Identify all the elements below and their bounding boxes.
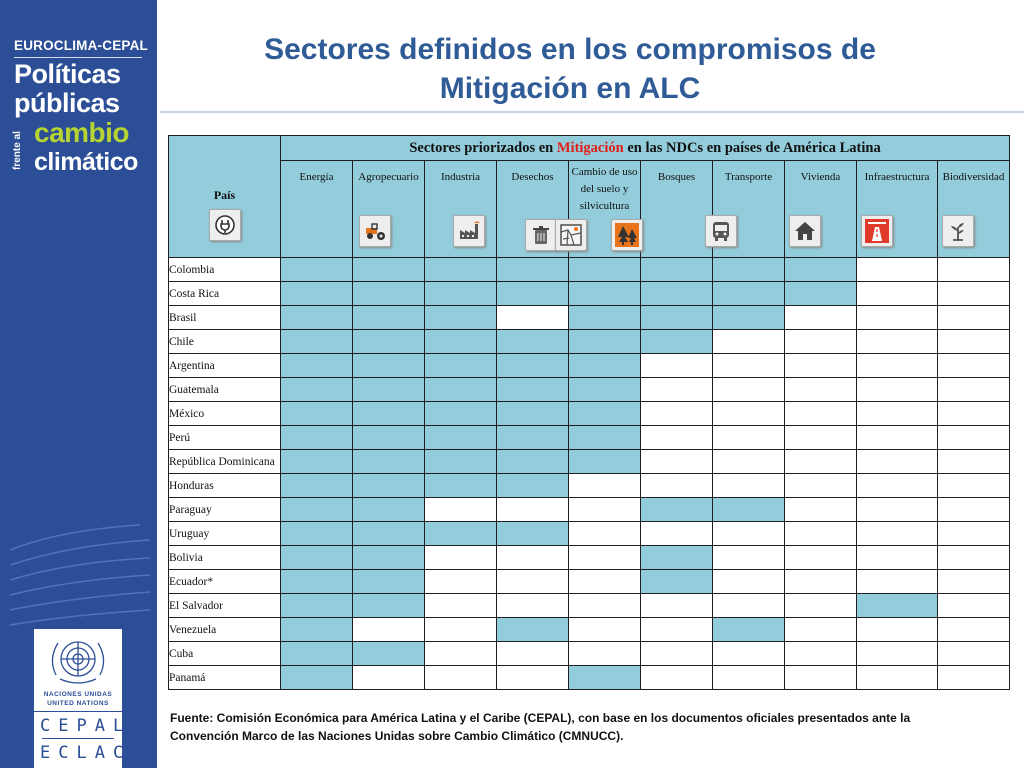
sector-mark-empty (857, 258, 938, 282)
sector-mark-filled (425, 258, 497, 282)
factory-icon (453, 215, 485, 247)
country-name: Chile (169, 330, 281, 354)
tractor-icon (359, 215, 391, 247)
brand-divider (14, 57, 142, 58)
country-rows (169, 258, 1010, 690)
sector-mark-filled (497, 450, 569, 474)
sector-mark-empty (857, 354, 938, 378)
sector-mark-filled (353, 354, 425, 378)
sector-mark-empty (785, 450, 857, 474)
brand-euroclima: EUROCLIMA-CEPAL (14, 38, 148, 53)
sector-mark-empty (569, 498, 641, 522)
eclac-label: ECLAC (40, 743, 132, 763)
sector-mark-empty (425, 618, 497, 642)
brand-line-publicas: públicas (14, 88, 120, 118)
country-name: Brasil (169, 306, 281, 330)
table-row (169, 594, 1010, 618)
brand-cambio: cambio (34, 117, 130, 148)
sector-mark-filled (281, 402, 353, 426)
sector-mark-filled (353, 546, 425, 570)
sector-mark-empty (938, 282, 1010, 306)
sector-mark-filled (713, 618, 785, 642)
sector-mark-empty (425, 642, 497, 666)
sector-mark-empty (713, 666, 785, 690)
source-line-1: Fuente: Comisión Económica para América Latina y el Caribe (CEPAL), con base en los documentos oficiales presentados ante la (170, 711, 911, 725)
sector-mark-filled (497, 282, 569, 306)
sector-label: Energía (299, 171, 334, 183)
table-row (169, 522, 1010, 546)
sector-mark-empty (938, 330, 1010, 354)
country-name: República Dominicana (169, 450, 281, 474)
sector-mark-filled (353, 282, 425, 306)
sector-mark-filled (281, 258, 353, 282)
sector-mark-filled (353, 426, 425, 450)
sector-mark-filled (497, 378, 569, 402)
sector-mark-filled (281, 522, 353, 546)
sector-mark-empty (938, 474, 1010, 498)
sector-header-7 (713, 161, 785, 258)
sector-mark-filled (569, 450, 641, 474)
table-row (169, 426, 1010, 450)
table-row (169, 618, 1010, 642)
sector-mark-empty (938, 258, 1010, 282)
sector-mark-empty (785, 498, 857, 522)
sector-label: Desechos (511, 171, 554, 183)
sector-mark-filled (569, 354, 641, 378)
sector-label: Infraestructura (864, 171, 930, 183)
sector-mark-empty (569, 642, 641, 666)
sector-mark-empty (938, 666, 1010, 690)
sector-mark-empty (713, 378, 785, 402)
sector-mark-empty (713, 354, 785, 378)
sector-label: Vivienda (800, 171, 841, 183)
sector-label: Biodiversidad (942, 171, 1005, 183)
plug-icon (209, 209, 241, 241)
sector-mark-filled (569, 258, 641, 282)
sector-header-9 (857, 161, 938, 258)
un-emblem-icon (34, 631, 122, 691)
sector-mark-empty (569, 618, 641, 642)
sector-mark-empty (713, 522, 785, 546)
table-row (169, 402, 1010, 426)
sector-header-8 (785, 161, 857, 258)
table-row (169, 354, 1010, 378)
sector-mark-empty (785, 378, 857, 402)
sector-mark-empty (938, 498, 1010, 522)
sector-mark-filled (569, 306, 641, 330)
sector-mark-empty (569, 570, 641, 594)
sector-mark-filled (281, 498, 353, 522)
sector-mark-filled (857, 594, 938, 618)
sector-mark-empty (641, 618, 713, 642)
land-map-icon (555, 219, 587, 251)
sector-mark-empty (497, 642, 569, 666)
sector-mark-empty (938, 642, 1010, 666)
sector-mark-empty (713, 474, 785, 498)
sector-mark-empty (785, 570, 857, 594)
sector-mark-filled (497, 474, 569, 498)
sector-mark-filled (353, 570, 425, 594)
sector-mark-empty (497, 570, 569, 594)
sector-header-2 (353, 161, 425, 258)
sector-label: Agropecuario (358, 171, 419, 183)
sector-mark-empty (497, 306, 569, 330)
table-row (169, 546, 1010, 570)
sector-mark-empty (857, 378, 938, 402)
sector-mark-filled (353, 258, 425, 282)
sector-label: Cambio de uso del suelo y silvicultura (571, 166, 638, 212)
sector-mark-empty (785, 474, 857, 498)
table-row (169, 378, 1010, 402)
sector-mark-empty (641, 402, 713, 426)
sector-mark-empty (857, 642, 938, 666)
sector-mark-empty (497, 594, 569, 618)
sector-mark-filled (425, 450, 497, 474)
sector-header-6 (641, 161, 713, 258)
sector-mark-filled (281, 666, 353, 690)
sector-mark-empty (785, 426, 857, 450)
sector-mark-empty (569, 474, 641, 498)
title-line-2: Mitigación en ALC (439, 72, 701, 105)
sector-mark-empty (641, 642, 713, 666)
sector-label: Bosques (657, 171, 696, 183)
title-divider (160, 111, 1024, 113)
sector-mark-filled (281, 378, 353, 402)
country-name: Perú (169, 426, 281, 450)
sector-mark-empty (938, 378, 1010, 402)
sector-mark-empty (713, 330, 785, 354)
source-line-2: Convención Marco de las Naciones Unidas sobre Cambio Climático (CMNUCC). (170, 729, 624, 743)
sector-mark-filled (425, 306, 497, 330)
sector-mark-empty (857, 426, 938, 450)
sector-mark-empty (785, 642, 857, 666)
country-name: Colombia (169, 258, 281, 282)
sectors-table (168, 135, 1010, 690)
sector-mark-filled (785, 258, 857, 282)
table-row (169, 474, 1010, 498)
sector-mark-empty (857, 618, 938, 642)
sector-mark-empty (785, 594, 857, 618)
sector-mark-empty (713, 570, 785, 594)
sector-mark-filled (497, 522, 569, 546)
table-row (169, 498, 1010, 522)
sector-mark-filled (497, 618, 569, 642)
sector-mark-empty (641, 474, 713, 498)
sector-mark-empty (569, 594, 641, 618)
country-name: Cuba (169, 642, 281, 666)
sector-header-3 (425, 161, 497, 258)
country-name: Ecuador* (169, 570, 281, 594)
sector-mark-empty (785, 666, 857, 690)
sector-mark-empty (425, 594, 497, 618)
sector-mark-empty (641, 426, 713, 450)
sector-mark-filled (425, 426, 497, 450)
sector-mark-filled (353, 474, 425, 498)
sector-mark-empty (938, 426, 1010, 450)
sector-mark-empty (425, 570, 497, 594)
sector-mark-filled (281, 450, 353, 474)
sector-mark-filled (569, 666, 641, 690)
cepal-divider (42, 738, 114, 739)
table-row (169, 642, 1010, 666)
sector-mark-empty (938, 306, 1010, 330)
sector-mark-empty (713, 450, 785, 474)
sector-mark-empty (713, 546, 785, 570)
sector-mark-filled (353, 594, 425, 618)
country-name: Venezuela (169, 618, 281, 642)
sector-mark-filled (785, 282, 857, 306)
sector-mark-empty (425, 498, 497, 522)
country-name: Paraguay (169, 498, 281, 522)
sector-mark-filled (497, 354, 569, 378)
sector-mark-filled (641, 570, 713, 594)
sector-label: Industria (440, 171, 481, 183)
sector-label: Transporte (724, 171, 773, 183)
sector-mark-empty (785, 330, 857, 354)
sector-mark-empty (785, 306, 857, 330)
sector-mark-empty (857, 546, 938, 570)
brand-line-politicas: Políticas (14, 59, 121, 89)
sector-mark-filled (497, 330, 569, 354)
sector-mark-empty (641, 378, 713, 402)
country-name: Honduras (169, 474, 281, 498)
sector-mark-empty (713, 426, 785, 450)
pais-label: País (213, 188, 236, 202)
house-icon (789, 215, 821, 247)
sector-mark-empty (641, 354, 713, 378)
sector-mark-filled (425, 402, 497, 426)
sector-mark-empty (938, 570, 1010, 594)
country-name: El Salvador (169, 594, 281, 618)
sector-mark-filled (425, 474, 497, 498)
cepal-logo (34, 712, 132, 768)
sector-mark-filled (281, 354, 353, 378)
sector-mark-filled (425, 282, 497, 306)
table-row (169, 282, 1010, 306)
sector-mark-empty (641, 522, 713, 546)
sector-mark-empty (857, 570, 938, 594)
sector-mark-filled (281, 306, 353, 330)
brand-climatico: climático (34, 148, 138, 176)
sector-mark-empty (938, 546, 1010, 570)
sector-mark-filled (569, 378, 641, 402)
table-row (169, 450, 1010, 474)
sector-mark-empty (857, 306, 938, 330)
sector-mark-filled (641, 258, 713, 282)
sector-mark-filled (569, 402, 641, 426)
sector-mark-empty (641, 666, 713, 690)
sector-mark-empty (785, 618, 857, 642)
sector-mark-empty (785, 354, 857, 378)
country-name: México (169, 402, 281, 426)
sector-mark-empty (785, 522, 857, 546)
brand-frente-al: frente al (12, 131, 23, 170)
sector-mark-empty (785, 402, 857, 426)
sector-mark-filled (281, 426, 353, 450)
sector-mark-empty (857, 450, 938, 474)
road-icon (861, 215, 893, 247)
sector-mark-filled (713, 498, 785, 522)
sector-mark-filled (713, 282, 785, 306)
sector-mark-empty (938, 522, 1010, 546)
sector-mark-filled (281, 570, 353, 594)
pais-header (169, 136, 281, 258)
country-name: Bolivia (169, 546, 281, 570)
sector-mark-filled (497, 402, 569, 426)
sector-mark-filled (353, 402, 425, 426)
sector-mark-filled (353, 522, 425, 546)
sector-mark-empty (713, 594, 785, 618)
sector-mark-filled (425, 330, 497, 354)
sector-mark-filled (713, 306, 785, 330)
title-line-1: Sectores definidos en los compromisos de (264, 33, 876, 66)
un-label-en: UNITED NATIONS (47, 700, 109, 707)
sector-mark-empty (857, 282, 938, 306)
decorative-lines (0, 520, 157, 640)
sector-mark-empty (497, 498, 569, 522)
table-row (169, 330, 1010, 354)
sector-mark-filled (353, 378, 425, 402)
sector-mark-empty (857, 474, 938, 498)
sector-mark-empty (713, 402, 785, 426)
sector-header-10 (938, 161, 1010, 258)
sector-mark-empty (938, 450, 1010, 474)
country-name: Argentina (169, 354, 281, 378)
sector-mark-empty (857, 522, 938, 546)
trash-icon (525, 219, 557, 251)
header-highlight: Mitigación (556, 139, 624, 156)
sector-mark-empty (353, 618, 425, 642)
plant-icon (942, 215, 974, 247)
sector-mark-empty (785, 546, 857, 570)
sector-mark-empty (857, 498, 938, 522)
sector-mark-filled (281, 474, 353, 498)
sector-header-1 (281, 161, 353, 258)
sector-mark-filled (641, 306, 713, 330)
sector-mark-empty (857, 330, 938, 354)
sector-mark-filled (353, 450, 425, 474)
table-row (169, 306, 1010, 330)
sector-mark-empty (569, 546, 641, 570)
sector-mark-filled (281, 642, 353, 666)
cepal-label: CEPAL (40, 716, 132, 736)
sector-mark-empty (938, 402, 1010, 426)
sector-mark-empty (353, 666, 425, 690)
sector-mark-empty (938, 594, 1010, 618)
sector-mark-empty (497, 546, 569, 570)
sector-mark-filled (281, 282, 353, 306)
sector-mark-filled (497, 426, 569, 450)
un-logo (34, 629, 122, 711)
bus-icon (705, 215, 737, 247)
sector-mark-filled (569, 282, 641, 306)
forest-icon (611, 219, 643, 251)
sector-mark-empty (938, 354, 1010, 378)
sector-mark-filled (641, 546, 713, 570)
sector-mark-empty (425, 666, 497, 690)
sidebar (0, 0, 157, 768)
sector-mark-filled (281, 546, 353, 570)
sector-mark-filled (353, 330, 425, 354)
table-row (169, 258, 1010, 282)
header-suffix: en las NDCs en países de América Latina (623, 139, 881, 156)
sector-mark-filled (281, 330, 353, 354)
country-name: Panamá (169, 666, 281, 690)
sector-mark-filled (281, 594, 353, 618)
sector-mark-empty (425, 546, 497, 570)
source-note (170, 709, 1000, 745)
sector-header-row (169, 161, 1010, 258)
header-prefix: Sectores priorizados en (409, 139, 557, 156)
sector-mark-filled (425, 354, 497, 378)
mitigation-header (281, 136, 1010, 161)
sector-mark-filled (425, 522, 497, 546)
sector-mark-filled (353, 306, 425, 330)
sector-mark-filled (497, 258, 569, 282)
sector-mark-empty (641, 594, 713, 618)
table-row (169, 570, 1010, 594)
sector-mark-filled (425, 378, 497, 402)
sector-mark-empty (713, 642, 785, 666)
brand-politicas-publicas (14, 60, 121, 118)
sector-mark-filled (569, 426, 641, 450)
sector-mark-filled (569, 330, 641, 354)
sector-mark-filled (641, 498, 713, 522)
sector-mark-filled (353, 642, 425, 666)
sector-mark-empty (938, 618, 1010, 642)
un-label-es: NACIONES UNIDAS (43, 691, 113, 698)
sector-mark-filled (713, 258, 785, 282)
sector-mark-empty (497, 666, 569, 690)
country-name: Uruguay (169, 522, 281, 546)
sector-mark-filled (353, 498, 425, 522)
sector-mark-empty (569, 522, 641, 546)
sector-mark-empty (641, 450, 713, 474)
sector-mark-filled (641, 330, 713, 354)
page-title (160, 30, 980, 108)
country-name: Costa Rica (169, 282, 281, 306)
sector-mark-empty (857, 402, 938, 426)
sector-mark-empty (857, 666, 938, 690)
sector-mark-filled (281, 618, 353, 642)
country-name: Guatemala (169, 378, 281, 402)
table-row (169, 666, 1010, 690)
sector-mark-filled (641, 282, 713, 306)
